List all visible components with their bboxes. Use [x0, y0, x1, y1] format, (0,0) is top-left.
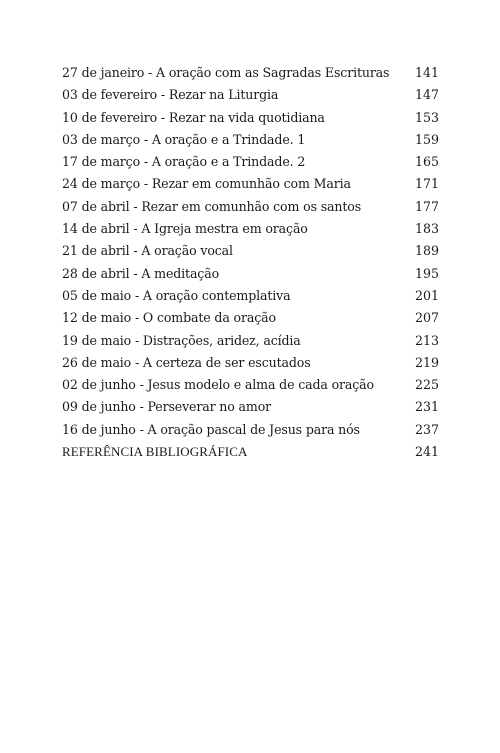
toc-entry-title: 19 de maio - Distrações, aridez, acídia	[62, 332, 301, 348]
toc-entry-page: 207	[414, 310, 439, 326]
toc-entry-page: 171	[414, 176, 439, 192]
toc-entry-title: 14 de abril - A Igreja mestra em oração	[62, 221, 308, 237]
toc-entry	[62, 419, 439, 441]
toc-entry-title: 12 de maio - O combate da oração	[62, 310, 276, 326]
toc-entry-title: 09 de junho - Perseverar no amor	[62, 399, 271, 415]
toc-entry	[62, 84, 439, 106]
toc-entry-title: REFERÊNCIA BIBLIOGRÁFICA	[62, 444, 248, 460]
toc-entry-bibliography	[62, 441, 439, 463]
toc-entry-title: 05 de maio - A oração contemplativa	[62, 287, 291, 303]
toc-entry-title: 27 de janeiro - A oração com as Sagradas Escrituras	[62, 65, 390, 80]
toc-entry	[62, 396, 439, 418]
toc-entry	[62, 151, 439, 173]
toc-entry-page: 141	[414, 65, 439, 80]
toc-entry-page: 189	[414, 243, 439, 259]
toc-entry-page: 201	[414, 287, 439, 303]
toc-entry-title: 26 de maio - A certeza de ser escutados	[62, 354, 311, 370]
toc-entry-title: 17 de março - A oração e a Trindade. 2	[62, 154, 306, 170]
toc-entry-page: 153	[414, 109, 439, 125]
toc-entry-page: 183	[414, 221, 439, 237]
toc-entry-page: 165	[414, 154, 439, 170]
toc-entry	[62, 374, 439, 396]
toc-entry	[62, 263, 439, 285]
toc-entry	[62, 129, 439, 151]
toc-entry-title: 03 de fevereiro - Rezar na Liturgia	[62, 87, 279, 103]
toc-entry-page: 147	[414, 87, 439, 103]
toc-entry-title: 03 de março - A oração e a Trindade. 1	[62, 131, 306, 147]
toc-entry-title: 21 de abril - A oração vocal	[62, 243, 233, 259]
toc-entry-page: 241	[414, 444, 439, 460]
toc-entry-page: 225	[414, 377, 439, 393]
toc-entry	[62, 107, 439, 129]
toc-entry-page: 195	[414, 265, 439, 281]
toc-entry	[62, 307, 439, 329]
toc-entry	[62, 196, 439, 218]
toc-entry	[62, 285, 439, 307]
toc-entry-page: 219	[414, 354, 439, 370]
toc-entry-title: 10 de fevereiro - Rezar na vida quotidiana	[62, 109, 325, 125]
toc-entry-title: 02 de junho - Jesus modelo e alma de cada oração	[62, 377, 374, 393]
toc-entry	[62, 240, 439, 262]
toc-entry-page: 231	[414, 399, 439, 415]
toc-entry	[62, 330, 439, 352]
toc-entry-title: 16 de junho - A oração pascal de Jesus para nós	[62, 421, 360, 437]
toc-entry-title: 07 de abril - Rezar em comunhão com os santos	[62, 198, 362, 214]
toc-entry-title: 24 de março - Rezar em comunhão com Maria	[62, 176, 351, 192]
toc-entry	[62, 173, 439, 195]
toc-entry	[62, 62, 439, 84]
toc-entry-page: 159	[414, 131, 439, 147]
toc-entry-page: 213	[414, 332, 439, 348]
table-of-contents	[62, 62, 439, 463]
toc-entry-page: 237	[414, 421, 439, 437]
toc-entry	[62, 352, 439, 374]
toc-entry-title: 28 de abril - A meditação	[62, 265, 219, 281]
toc-entry-page: 177	[414, 198, 439, 214]
toc-entry	[62, 218, 439, 240]
